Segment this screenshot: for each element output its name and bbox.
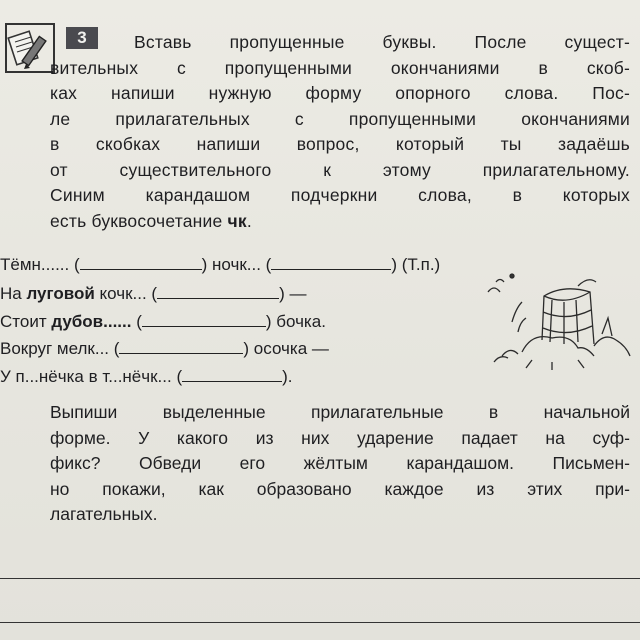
- exercise-row: [0, 255, 440, 275]
- exercise-text: кочк... (: [94, 284, 158, 303]
- exercise-bold: луговой: [26, 284, 95, 303]
- exercise-text: ) (Т.п.): [391, 255, 441, 274]
- answer-blank[interactable]: [80, 255, 202, 270]
- task2-line: лагательных.: [50, 504, 158, 524]
- task-instruction: [50, 30, 630, 234]
- writing-line[interactable]: [0, 622, 640, 623]
- exercise-text: Вокруг мелк... (: [0, 339, 120, 358]
- instruction-line: Синим карандашом подчеркни слова, в которых: [50, 185, 630, 205]
- instruction-line: вительных с пропущенными окончаниями в скоб-: [50, 57, 630, 78]
- answer-blank[interactable]: [142, 312, 266, 327]
- exercise-text: У п...нёчка в т...нёчк... (: [0, 367, 183, 386]
- exercise-row: [0, 284, 306, 304]
- answer-blank[interactable]: [157, 284, 279, 299]
- task2-line: форме. У какого из них ударение падает на суф-: [50, 427, 630, 448]
- instruction-bold: чк: [227, 210, 247, 231]
- instruction-line: от существительного к этому прилагательному.: [50, 159, 630, 180]
- exercise-text: ) бочка.: [265, 312, 326, 331]
- answer-blank[interactable]: [271, 255, 391, 270]
- exercise-text: ) —: [279, 284, 307, 303]
- pencil-notebook-icon: [4, 22, 56, 74]
- task2-line: фикс? Обведи его жёлтым карандашом. Письмен-: [50, 453, 630, 473]
- exercise-bold: дубов......: [51, 312, 132, 331]
- task2-line: Выпиши выделенные прилагательные в начальной: [50, 402, 630, 422]
- exercise-text: ).: [282, 367, 293, 386]
- exercise-text: (: [131, 312, 142, 331]
- instruction-line: ле прилагательных с пропущенными окончаниями: [50, 108, 630, 129]
- task-number: 3: [66, 27, 98, 49]
- exercise-row: [0, 339, 329, 359]
- task2-instruction: [50, 400, 630, 528]
- writing-line[interactable]: [0, 578, 640, 579]
- instruction-line: [50, 209, 630, 235]
- exercise-text: ) ночк... (: [201, 255, 272, 274]
- answer-blank[interactable]: [182, 367, 282, 382]
- exercise-text: ) осочка —: [243, 339, 329, 358]
- instruction-line: в скобках напиши вопрос, который ты задаёшь: [50, 134, 630, 154]
- exercise-row: [0, 367, 293, 387]
- instruction-line: Вставь пропущенные буквы. После сущест-: [134, 32, 630, 52]
- exercise-text: На: [0, 284, 27, 303]
- exercise-row: [0, 312, 326, 332]
- exercise-text: Стоит: [0, 312, 52, 331]
- task2-line: но покажи, как образовано каждое из этих при-: [50, 478, 630, 499]
- instruction-text: есть буквосочетание: [50, 210, 228, 231]
- exercise-text: Тёмн...... (: [0, 255, 80, 274]
- instruction-text: .: [246, 210, 252, 231]
- instruction-line: ках напиши нужную форму опорного слова. Пос-: [50, 83, 630, 103]
- answer-blank[interactable]: [119, 339, 243, 354]
- barrel-on-stump-illustration: [482, 262, 634, 370]
